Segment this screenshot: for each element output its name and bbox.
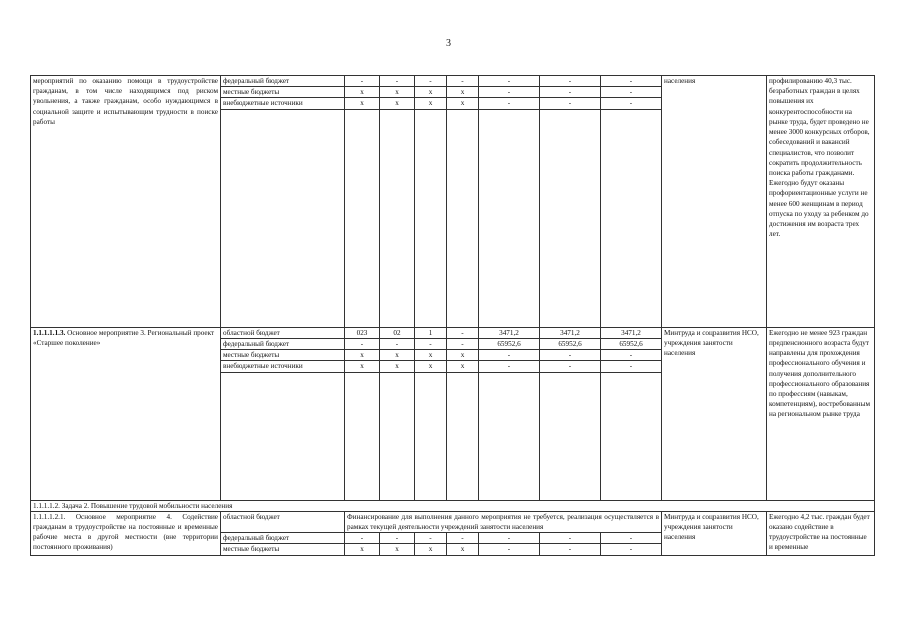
table-cell: - (479, 361, 540, 372)
task-heading: 1.1.1.1.2. Задача 2. Повышение трудовой мобильности населения (31, 500, 875, 511)
table-cell: - (479, 544, 540, 555)
funding-source: федеральный бюджет (221, 76, 345, 87)
table-cell: x (415, 87, 447, 98)
table-cell: - (540, 76, 601, 87)
table-cell: - (415, 533, 447, 544)
funding-source: местные бюджеты (221, 544, 345, 555)
table-cell: 65952,6 (540, 338, 601, 349)
expected-result: профилированию 40,3 тыс. безработных граждан в целях повышения их конкурентоспособности на рынке труда, будет проведено не менее 3000 конкурсных отборов, собеседований и вакансий специалистов, что позволит сократить продолжительность поиска работы гражданами. Ежегодно будут оказаны профориентационные услуги не менее 600 женщинам в период отпуска по уходу за ребенком до достижения им возраста трех лет. (767, 76, 875, 328)
table-cell: x (415, 350, 447, 361)
table-cell: - (601, 87, 662, 98)
table-cell: x (380, 87, 415, 98)
table-cell: - (479, 98, 540, 109)
table-cell: x (447, 98, 479, 109)
executor: населения (662, 76, 767, 328)
table-cell: x (447, 350, 479, 361)
table-cell: x (380, 98, 415, 109)
table-row (31, 327, 875, 338)
table-cell: - (601, 361, 662, 372)
event-description: мероприятий по оказанию помощи в трудоустройстве гражданам, в том числе находящимся под риском увольнения, а также гражданам, особо нуждающимся в социальной защите и испытывающим трудности в поиске работы (31, 76, 221, 328)
expected-result: Ежегодно 4,2 тыс. граждан будет оказано содействие в трудоустройстве на постоянные и временные (767, 511, 875, 555)
event-description: 1.1.1.1.2.1. Основное мероприятие 4. Содействие гражданам в трудоустройстве на постоянные и временные рабочие места в другой местности (вне территории постоянного проживания) (31, 511, 221, 555)
table-cell: x (345, 98, 380, 109)
table-cell: - (479, 350, 540, 361)
table-cell: x (415, 544, 447, 555)
table-cell: - (601, 350, 662, 361)
funding-source: местные бюджеты (221, 87, 345, 98)
table-cell: - (447, 533, 479, 544)
executor: Минтруда и соцразвития НСО, учреждения занятости населения (662, 327, 767, 500)
table-cell: x (415, 361, 447, 372)
table-cell: - (540, 361, 601, 372)
table-cell: x (345, 350, 380, 361)
table-cell: x (380, 361, 415, 372)
table-row (31, 76, 875, 87)
page-number: 3 (446, 38, 451, 49)
funding-source: федеральный бюджет (221, 533, 345, 544)
table-cell: 3471,2 (479, 327, 540, 338)
table-cell: 65952,6 (479, 338, 540, 349)
executor: Минтруда и соцразвития НСО, учреждения занятости населения (662, 511, 767, 555)
funding-source: внебюджетные источники (221, 361, 345, 372)
table-cell: - (447, 338, 479, 349)
funding-source: областной бюджет (221, 327, 345, 338)
program-table (30, 75, 875, 556)
table-cell: x (380, 544, 415, 555)
table-cell: x (345, 87, 380, 98)
table-cell: 3471,2 (540, 327, 601, 338)
funding-source: областной бюджет (221, 511, 345, 532)
table-cell: - (601, 544, 662, 555)
expected-result: Ежегодно не менее 923 граждан предпенсионного возраста будут направлены для прохождения профессионального обучения и получения дополнительного профессионального образования по профессиям (навыкам, компетенциям), востребованным на региональном рынке труда (767, 327, 875, 500)
table-cell: - (540, 544, 601, 555)
event-description (31, 327, 221, 500)
table-cell: - (479, 87, 540, 98)
table-cell: - (345, 533, 380, 544)
table-cell: - (415, 338, 447, 349)
event-title: Основное мероприятие 3. Региональный проект «Старшее поколение» (33, 328, 215, 347)
table-cell: 65952,6 (601, 338, 662, 349)
table-cell: x (447, 544, 479, 555)
table-cell: - (479, 76, 540, 87)
table-cell: - (380, 338, 415, 349)
table-cell: - (601, 76, 662, 87)
event-code: 1.1.1.1.1.3. (33, 328, 66, 337)
table-cell: - (345, 338, 380, 349)
table-cell: - (479, 533, 540, 544)
table-cell: x (345, 544, 380, 555)
table-row (31, 511, 875, 532)
table-cell: x (447, 87, 479, 98)
table-cell: - (380, 76, 415, 87)
table-cell: x (380, 350, 415, 361)
table-cell: x (415, 98, 447, 109)
funding-source: местные бюджеты (221, 350, 345, 361)
table-cell: - (345, 76, 380, 87)
table-cell: - (447, 327, 479, 338)
table-cell: - (540, 98, 601, 109)
table-cell: - (601, 533, 662, 544)
table-cell: - (540, 87, 601, 98)
funding-source: внебюджетные источники (221, 98, 345, 109)
table-cell: 3471,2 (601, 327, 662, 338)
table-cell: - (540, 350, 601, 361)
financing-note: Финансирование для выполнения данного мероприятия не требуется, реализация осуществляется в рамках текущей деятельности учреждений занятости населения (345, 511, 662, 532)
table-cell: 1 (415, 327, 447, 338)
table-cell: - (601, 98, 662, 109)
table-cell: - (380, 533, 415, 544)
table-cell: 02 (380, 327, 415, 338)
table-cell: - (540, 533, 601, 544)
table-cell: x (345, 361, 380, 372)
table-cell: - (415, 76, 447, 87)
table-row (31, 500, 875, 511)
table-cell: - (447, 76, 479, 87)
funding-source: федеральный бюджет (221, 338, 345, 349)
table-cell: 023 (345, 327, 380, 338)
table-cell: x (447, 361, 479, 372)
